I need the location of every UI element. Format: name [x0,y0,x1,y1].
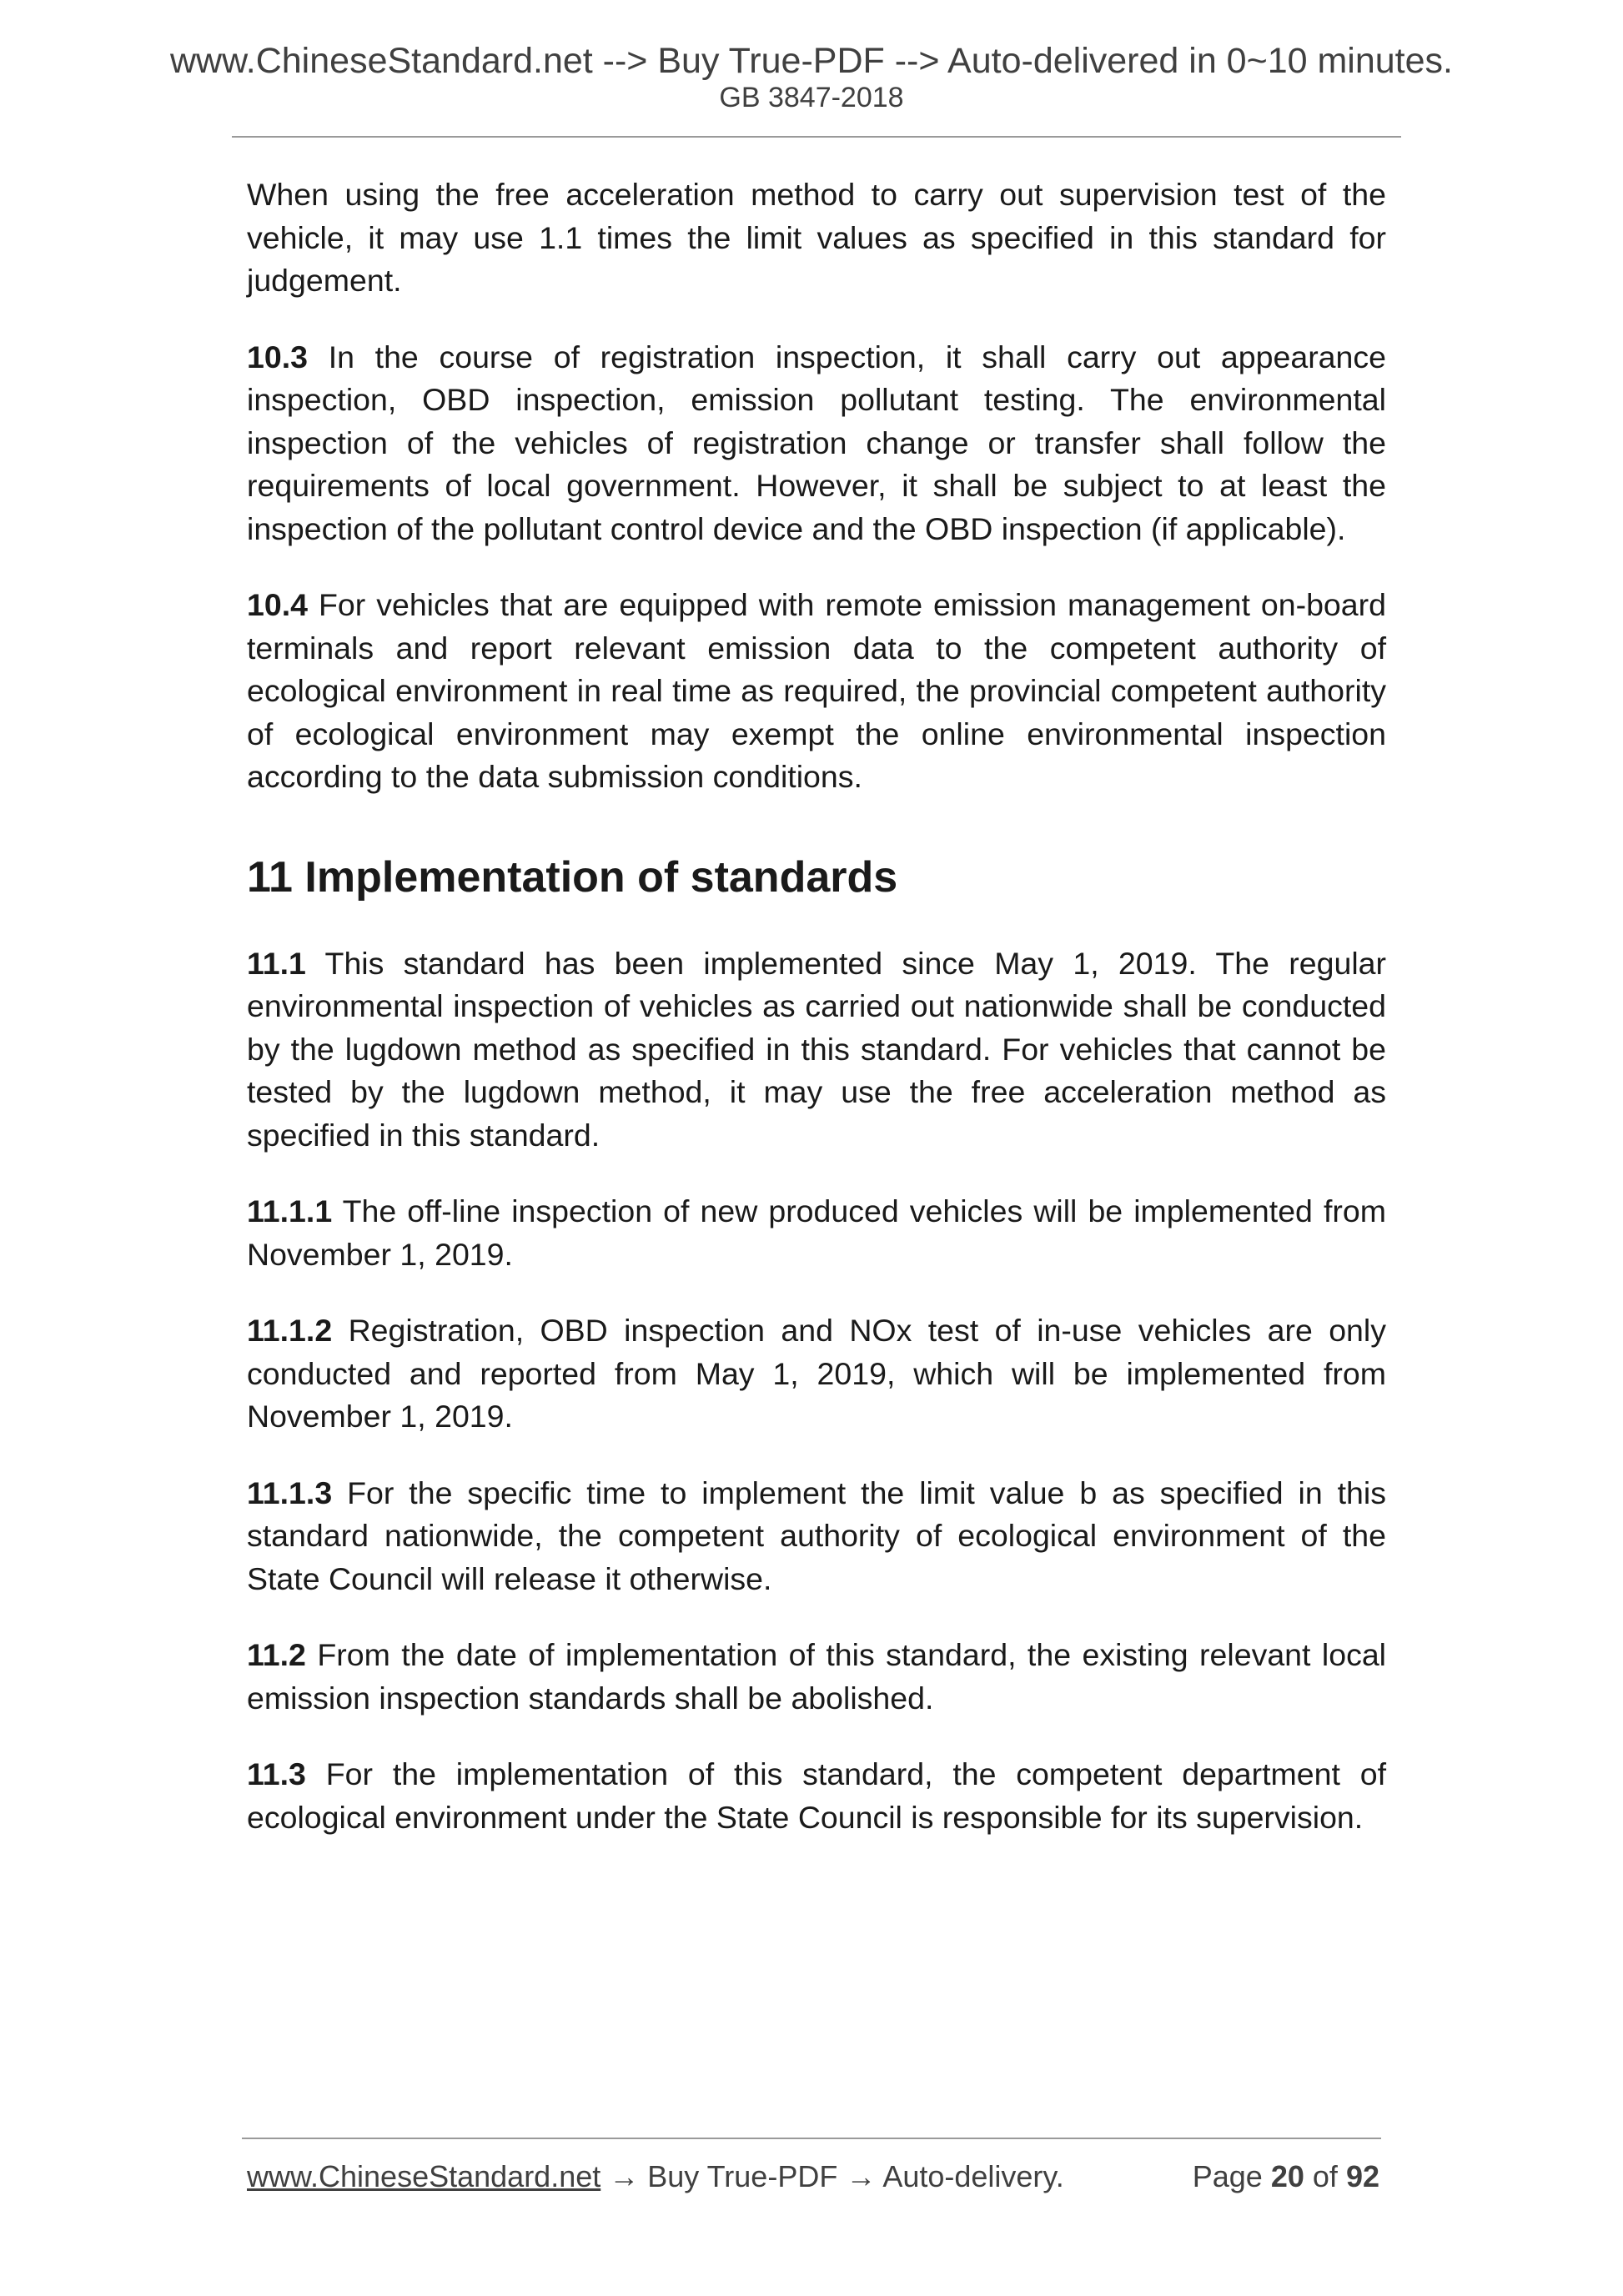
clause-number: 11.1.2 [247,1313,333,1348]
clause-text: The off-line inspection of new produced vehicles will be implemented from November 1, 2019. [247,1193,1386,1272]
section-heading-11: 11 Implementation of standards [247,852,898,902]
clause-text: Registration, OBD inspection and NOx test of in-use vehicles are only conducted and reported from May 1, 2019, which will be implemented from November 1, 2019. [247,1313,1386,1434]
page-number [1193,2158,1379,2195]
page-of: of [1312,2159,1338,2193]
clause-11-1-1 [247,1190,1386,1276]
clause-text: In the course of registration inspection, it shall carry out appearance inspection, OBD inspection, emission pollutant testing. The environmental inspection of the vehicles of registration change or transfer shall follow the requirements of local government. However, it shall be subject to at least the inspection of the pollutant control device and the OBD inspection (if applicable). [247,339,1386,546]
clause-number: 10.4 [247,587,308,622]
clause-number: 10.3 [247,339,308,374]
paragraph-text: When using the free acceleration method to carry out supervision test of the vehicle, it may use 1.1 times the limit values as specified in this standard for judgement. [247,177,1386,298]
clause-text: From the date of implementation of this standard, the existing relevant local emission inspection standards shall be abolished. [247,1637,1387,1716]
clause-11-2 [247,1634,1386,1720]
footer-divider [242,2138,1381,2139]
footer-site-link[interactable]: www.ChineseStandard.net [247,2159,601,2193]
clause-number: 11.1.1 [247,1193,333,1228]
clause-number: 11.3 [247,1756,306,1791]
clause-11-3 [247,1753,1386,1839]
footer-promo [247,2158,1064,2195]
page-total: 92 [1345,2159,1379,2193]
clause-11-1-3 [247,1472,1386,1601]
paragraph-intro [247,173,1386,303]
clause-number: 11.1 [247,945,306,981]
clause-10-4 [247,584,1386,799]
header-divider [232,136,1401,138]
clause-11-1-2 [247,1309,1386,1439]
clause-text: This standard has been implemented since May 1, 2019. The regular environmental inspection of vehicles as carried out nationwide shall be conducted by the lugdown method as specified in this standard. For vehicles that cannot be tested by the lugdown method, it may use the free acceleration method as specified in this standard. [247,945,1386,1153]
standard-code: GB 3847-2018 [719,82,904,113]
page-current: 20 [1270,2159,1304,2193]
clause-text: For vehicles that are equipped with remote emission management on-board terminals and report relevant emission data to the competent authority of ecological environment in real time as required, the provincial competent authority of ecological environment may exempt the online environmental inspection according to the data submission conditions. [247,587,1386,794]
clause-number: 11.1.3 [247,1475,333,1510]
clause-11-1 [247,942,1386,1158]
footer-tagline: → Buy True-PDF → Auto-delivery. [600,2159,1064,2193]
clause-text: For the specific time to implement the limit value b as specified in this standard nationwide, the competent authority of ecological environment of the State Council will release it otherwise. [247,1475,1386,1596]
page-content [247,173,1386,1872]
top-banner: www.ChineseStandard.net --> Buy True-PDF --> Auto-delivered in 0~10 minutes. [169,41,1453,81]
clause-number: 11.2 [247,1637,306,1672]
page-label: Page [1192,2159,1263,2193]
clause-text: For the implementation of this standard, the competent department of ecological environment under the State Council is responsible for its supervision. [247,1756,1386,1835]
clause-10-3 [247,336,1386,551]
